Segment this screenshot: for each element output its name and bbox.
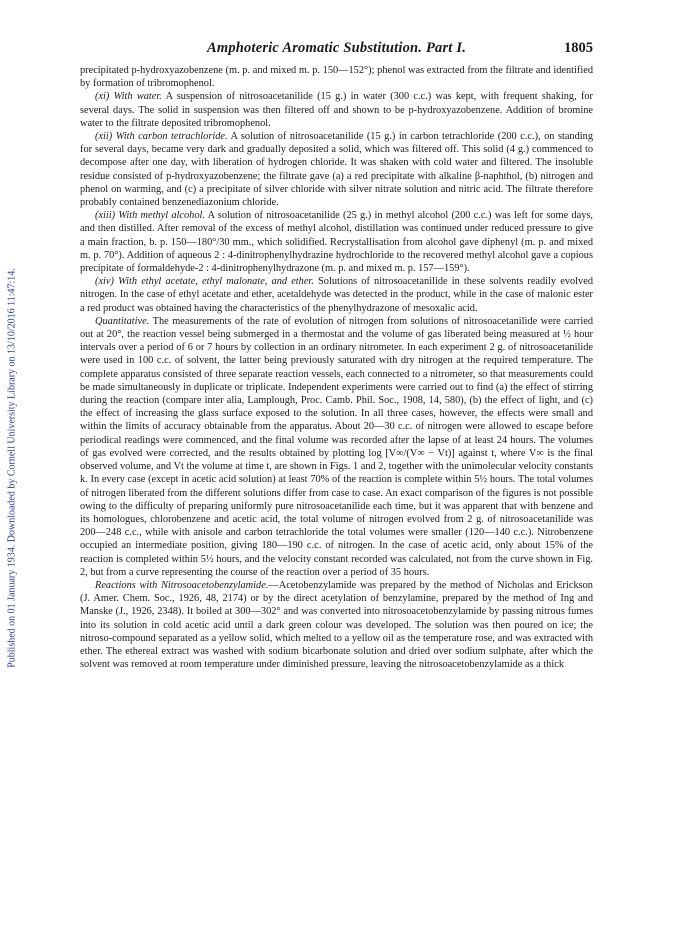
paragraph-lead: (xii) With carbon tetrachloride.: [95, 131, 228, 143]
page-number: 1805: [564, 40, 593, 56]
paragraph-lead: Reactions with Nitrosoacetobenzylamide.: [95, 579, 269, 591]
paragraph: [80, 275, 593, 315]
paragraph: [80, 130, 593, 209]
paragraph-text: precipitated p-hydroxyazobenzene (m. p. and mixed m. p. 150—152°); phenol was extracted from the filtrate and identified by formation of tribromophenol.: [80, 65, 593, 90]
running-header: [80, 40, 593, 56]
paragraph-text: A solution of nitrosoacetanilide (15 g.) in carbon tetrachloride (200 c.c.), on standing for several days, became very dark and gradually deposited a solid, which was filtered off. This solid (4 g.) commenced to decompose after one day, with liberation of hydrogen chloride. It was shaken with cold water and filtered. The insoluble residue consisted of p-hydroxyazobenzene; the filtrate gave (a) a red precipitate with alkaline β-naphthol, (b) nitrogen and phenol on warming, and (c) a precipitate of silver chloride with silver nitrate solution and nitric acid. The filtrate therefore probably contained benzenediazonium chloride.: [80, 131, 593, 209]
paragraph-text: The measurements of the rate of evolution of nitrogen from solutions of nitrosoacetanilide were carried out at 20°, the reaction vessel being submerged in a thermostat and the volume of gas liberated being measured at ½ hour intervals over a period of 6 or 7 hours by collection in an ordinary nitrometer. In each experiment 2 g. of nitrosoacetanilide were used in 100 c.c. of solvent, the latter being previously saturated with dry nitrogen at the required temperature. The complete apparatus consisted of three separate reaction vessels, each connected to a nitrometer, so that measurements could be made simultaneously in duplicate or triplicate. Independent experiments were carried out to find (a) the effect of stirring during the reaction (compare inter alia, Lamplough, Proc. Camb. Phil. Soc., 1908, 14, 580), (b) the effect of light, and (c) the effect of increasing the glass surface exposed to the solution. In all three cases, however, the effects were small and within the limits of accuracy obtainable from the apparatus. About 20—30 c.c. of nitrogen were allowed to escape before periodical readings were commenced, and the final volume was recorded after the lapse of at least 24 hours. The volumes of gas evolved were corrected, and the results obtained by plotting log [V∞/(V∞ − Vt)] against t, where V∞ is the final observed volume, and Vt the volume at time t, are shown in Figs. 1 and 2, together with the unimolecular velocity constants k. In every case (except in acetic acid solution) at least 70% of the reaction is complete within 5½ hours. The total volumes of nitrogen liberated from the different solutions differ from case to case. An exact comparison of the figures is not possible owing to the difficulty of preparing uniformly pure nitrosoacetanilide each time, but it was apparent that with benzene and its homologues, chlorobenzene and acetic acid, the total volume of nitrogen evolved from 2 g. of nitrosoacetanilide was 200—248 c.c., while with anisole and carbon tetrachloride the total volumes were smaller (120—140 c.c.). Nitrobenzene occupied an intermediate position, giving 180—190 c.c. of nitrogen. In the case of acetic acid, only about 15% of the reaction is completed within 5½ hours, and the velocity constant recorded was calculated, not from the curve shown in Fig. 2, but from a curve representing the course of the reaction over a period of 35 hours.: [80, 315, 593, 578]
paragraph: [80, 209, 593, 275]
paragraph-lead: (xiii) With methyl alcohol.: [95, 210, 205, 222]
paragraph: [80, 315, 593, 579]
paragraph-text: A suspension of nitrosoacetanilide (15 g.) in water (300 c.c.) was kept, with frequent shaking, for several days. The solid in suspension was then filtered off and shown to be p-hydroxyazobenzene. Addition of bromine water to the filtrate deposited tribromophenol.: [80, 91, 594, 129]
article-body: [80, 64, 593, 671]
paragraph-text: A solution of nitrosoacetanilide (25 g.) in methyl alcohol (200 c.c.) was left for some days, and then distilled. After removal of the excess of methyl alcohol, distillation was continued under reduced pressure to give a main fraction, b. p. 150—180°/30 mm., which solidified. Recrystallisation from alcohol gave diphenyl (m. p. and mixed m. p. 70°). Addition of aqueous 2 : 4-dinitrophenylhydrazine hydrochloride to the recovered methyl alcohol gave a copious precipitate of formaldehyde-2 : 4-dinitrophenylhydrazone (m. p. and mixed m. p. 157—159°).: [80, 210, 593, 275]
paragraph-lead: Quantitative.: [95, 315, 150, 327]
paragraph-text: —Acetobenzylamide was prepared by the method of Nicholas and Erickson (J. Amer. Chem. Soc., 1926, 48, 2174) or by the direct acetylation of benzylamine, prepared by the method of Ing and Manske (J., 1926, 2348). It boiled at 300—302° and was converted into nitrosoacetobenzylamide by passing nitrous fumes into its solution in cold acetic acid until a dark green colour was developed. The solution was then poured on ice; the nitroso-compound separated as a yellow solid, which melted to a yellow oil as the temperature rose, and was extracted with ether. The ethereal extract was washed with sodium bicarbonate solution and dried over sodium sulphate, after which the solvent was removed at room temperature under diminished pressure, leaving the nitrosoacetobenzylamide as a thick: [80, 579, 593, 671]
paragraph-text: Solutions of nitrosoacetanilide in these solvents readily evolved nitrogen. In the case of ethyl acetate and ether, acetaldehyde was detected in the product, while in the case of malonic ester a red product was obtained having the characteristics of the phenylhydrazone of mesoxalic acid.: [80, 276, 593, 314]
paragraph-lead: (xi) With water.: [95, 91, 162, 103]
paragraph: [80, 64, 593, 90]
paragraph: [80, 90, 593, 130]
paragraph: [80, 579, 593, 671]
paragraph-lead: (xiv) With ethyl acetate, ethyl malonate, and ether.: [95, 276, 314, 288]
download-watermark-text: Published on 01 January 1934. Downloaded by Cornell University Library on 13/10/2016 11:47:14.: [6, 268, 18, 668]
running-title: Amphoteric Aromatic Substitution. Part I.: [206, 40, 467, 56]
download-watermark: [0, 0, 20, 936]
